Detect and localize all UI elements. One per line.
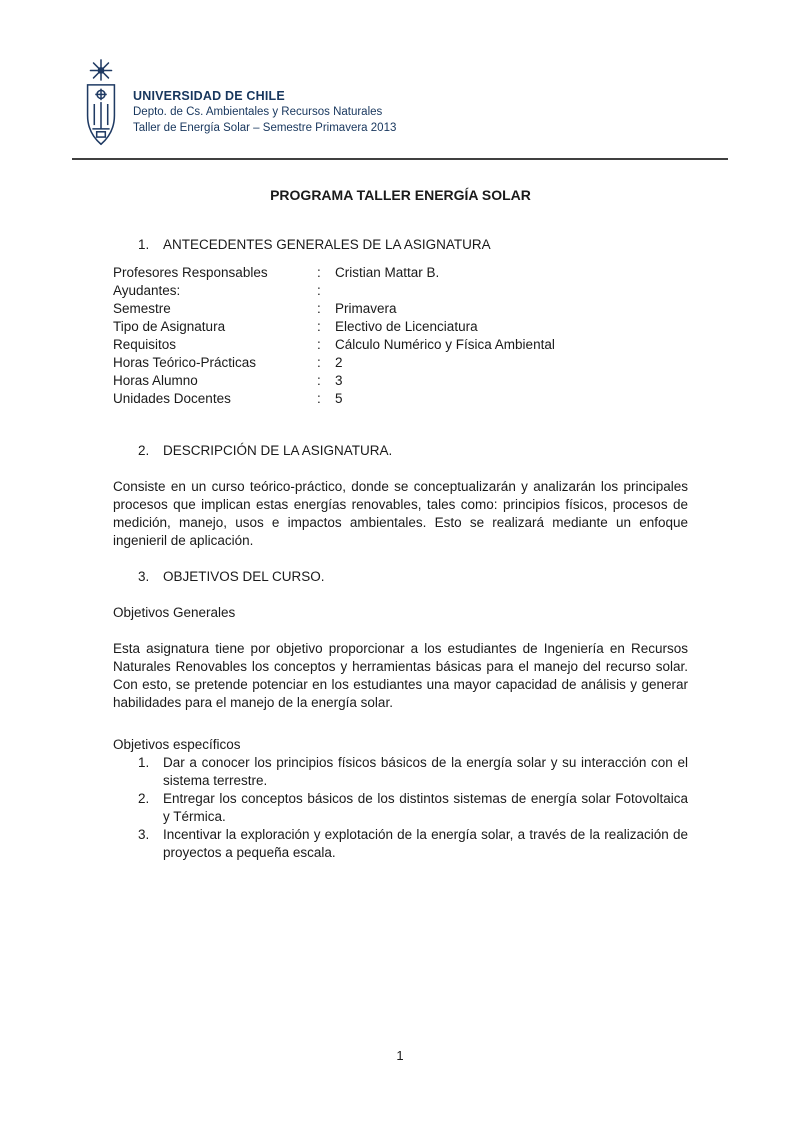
info-label: Ayudantes:: [113, 283, 181, 298]
section2-heading: [138, 442, 688, 460]
info-colon: :: [317, 319, 321, 334]
info-value: 5: [335, 391, 343, 406]
university-name: UNIVERSIDAD DE CHILE: [133, 89, 285, 103]
list-item-number: 1.: [138, 755, 150, 770]
page-header: [78, 56, 396, 152]
course-line: Taller de Energía Solar – Semestre Primavera 2013: [133, 122, 397, 134]
section3-number: 3.: [138, 569, 150, 584]
table-row: [113, 300, 688, 318]
info-value: Cristian Mattar B.: [335, 265, 440, 280]
section2-title: DESCRIPCIÓN DE LA ASIGNATURA.: [163, 443, 393, 458]
page-number: 1: [396, 1048, 404, 1063]
table-row: [113, 264, 688, 282]
info-colon: :: [317, 355, 321, 370]
course-info-table: [113, 264, 688, 408]
list-item-text: Dar a conocer los principios físicos básicos de la energía solar y su interacción con el sistema terrestre.: [163, 755, 688, 788]
header-text-block: [133, 88, 396, 152]
objectives-general-paragraph: Esta asignatura tiene por objetivo proporcionar a los estudiantes de Ingeniería en Recursos Naturales Renovables los conceptos y herramientas básicas para el manejo del recurso solar. Con esto, se pretende potenciar en los estudiantes una mayor capacidad de análisis y generar habilidades para el manejo de la energía solar.: [113, 641, 688, 710]
section2-number: 2.: [138, 443, 150, 458]
section1-number: 1.: [138, 237, 150, 252]
info-value: Cálculo Numérico y Física Ambiental: [335, 337, 555, 352]
info-value: 2: [335, 355, 343, 370]
table-row: [113, 282, 688, 300]
info-colon: :: [317, 265, 321, 280]
table-row: [113, 318, 688, 336]
list-item: [138, 754, 688, 790]
info-value: [335, 282, 688, 300]
objectives-general-title: Objetivos Generales: [113, 605, 236, 620]
section1-heading: [138, 236, 688, 254]
section2-paragraph: Consiste en un curso teórico-práctico, donde se conceptualizarán y analizarán los principales procesos que implican estas energías renovables, tales como: principios físicos, procesos de medición, manejo, usos e impactos ambientales. Esto se realizará mediante un enfoque ingenieril de aplicación.: [113, 479, 688, 548]
list-item-number: 3.: [138, 827, 150, 842]
list-item: [138, 790, 688, 826]
info-value: Electivo de Licenciatura: [335, 319, 478, 334]
info-colon: :: [317, 337, 321, 352]
info-colon: :: [317, 373, 321, 388]
table-row: [113, 354, 688, 372]
header-rule: [72, 158, 728, 160]
table-row: [113, 390, 688, 408]
info-label: Tipo de Asignatura: [113, 319, 226, 334]
university-crest-icon: [78, 56, 124, 152]
info-label: Horas Teórico-Prácticas: [113, 355, 257, 370]
info-colon: :: [317, 283, 321, 298]
list-item-text: Entregar los conceptos básicos de los distintos sistemas de energía solar Fotovoltaica y Térmica.: [163, 791, 688, 824]
info-label: Requisitos: [113, 337, 177, 352]
objectives-specific-title: Objetivos específicos: [113, 737, 241, 752]
section1-title: ANTECEDENTES GENERALES DE LA ASIGNATURA: [163, 237, 491, 252]
info-colon: :: [317, 301, 321, 316]
list-item-number: 2.: [138, 791, 150, 806]
objectives-specific-list: [113, 754, 688, 862]
list-item-text: Incentivar la exploración y explotación de la energía solar, a través de la realización de proyectos a pequeña escala.: [163, 827, 688, 860]
info-label: Semestre: [113, 301, 171, 316]
table-row: [113, 372, 688, 390]
document-body: [113, 186, 688, 862]
info-label: Profesores Responsables: [113, 265, 268, 280]
document-title: PROGRAMA TALLER ENERGÍA SOLAR: [270, 187, 531, 203]
info-label: Unidades Docentes: [113, 391, 231, 406]
section3-title: OBJETIVOS DEL CURSO.: [163, 569, 325, 584]
table-row: [113, 336, 688, 354]
info-value: Primavera: [335, 301, 397, 316]
info-colon: :: [317, 391, 321, 406]
list-item: [138, 826, 688, 862]
department-line: Depto. de Cs. Ambientales y Recursos Naturales: [133, 106, 383, 118]
info-value: 3: [335, 373, 343, 388]
section3-heading: [138, 568, 688, 586]
info-label: Horas Alumno: [113, 373, 198, 388]
